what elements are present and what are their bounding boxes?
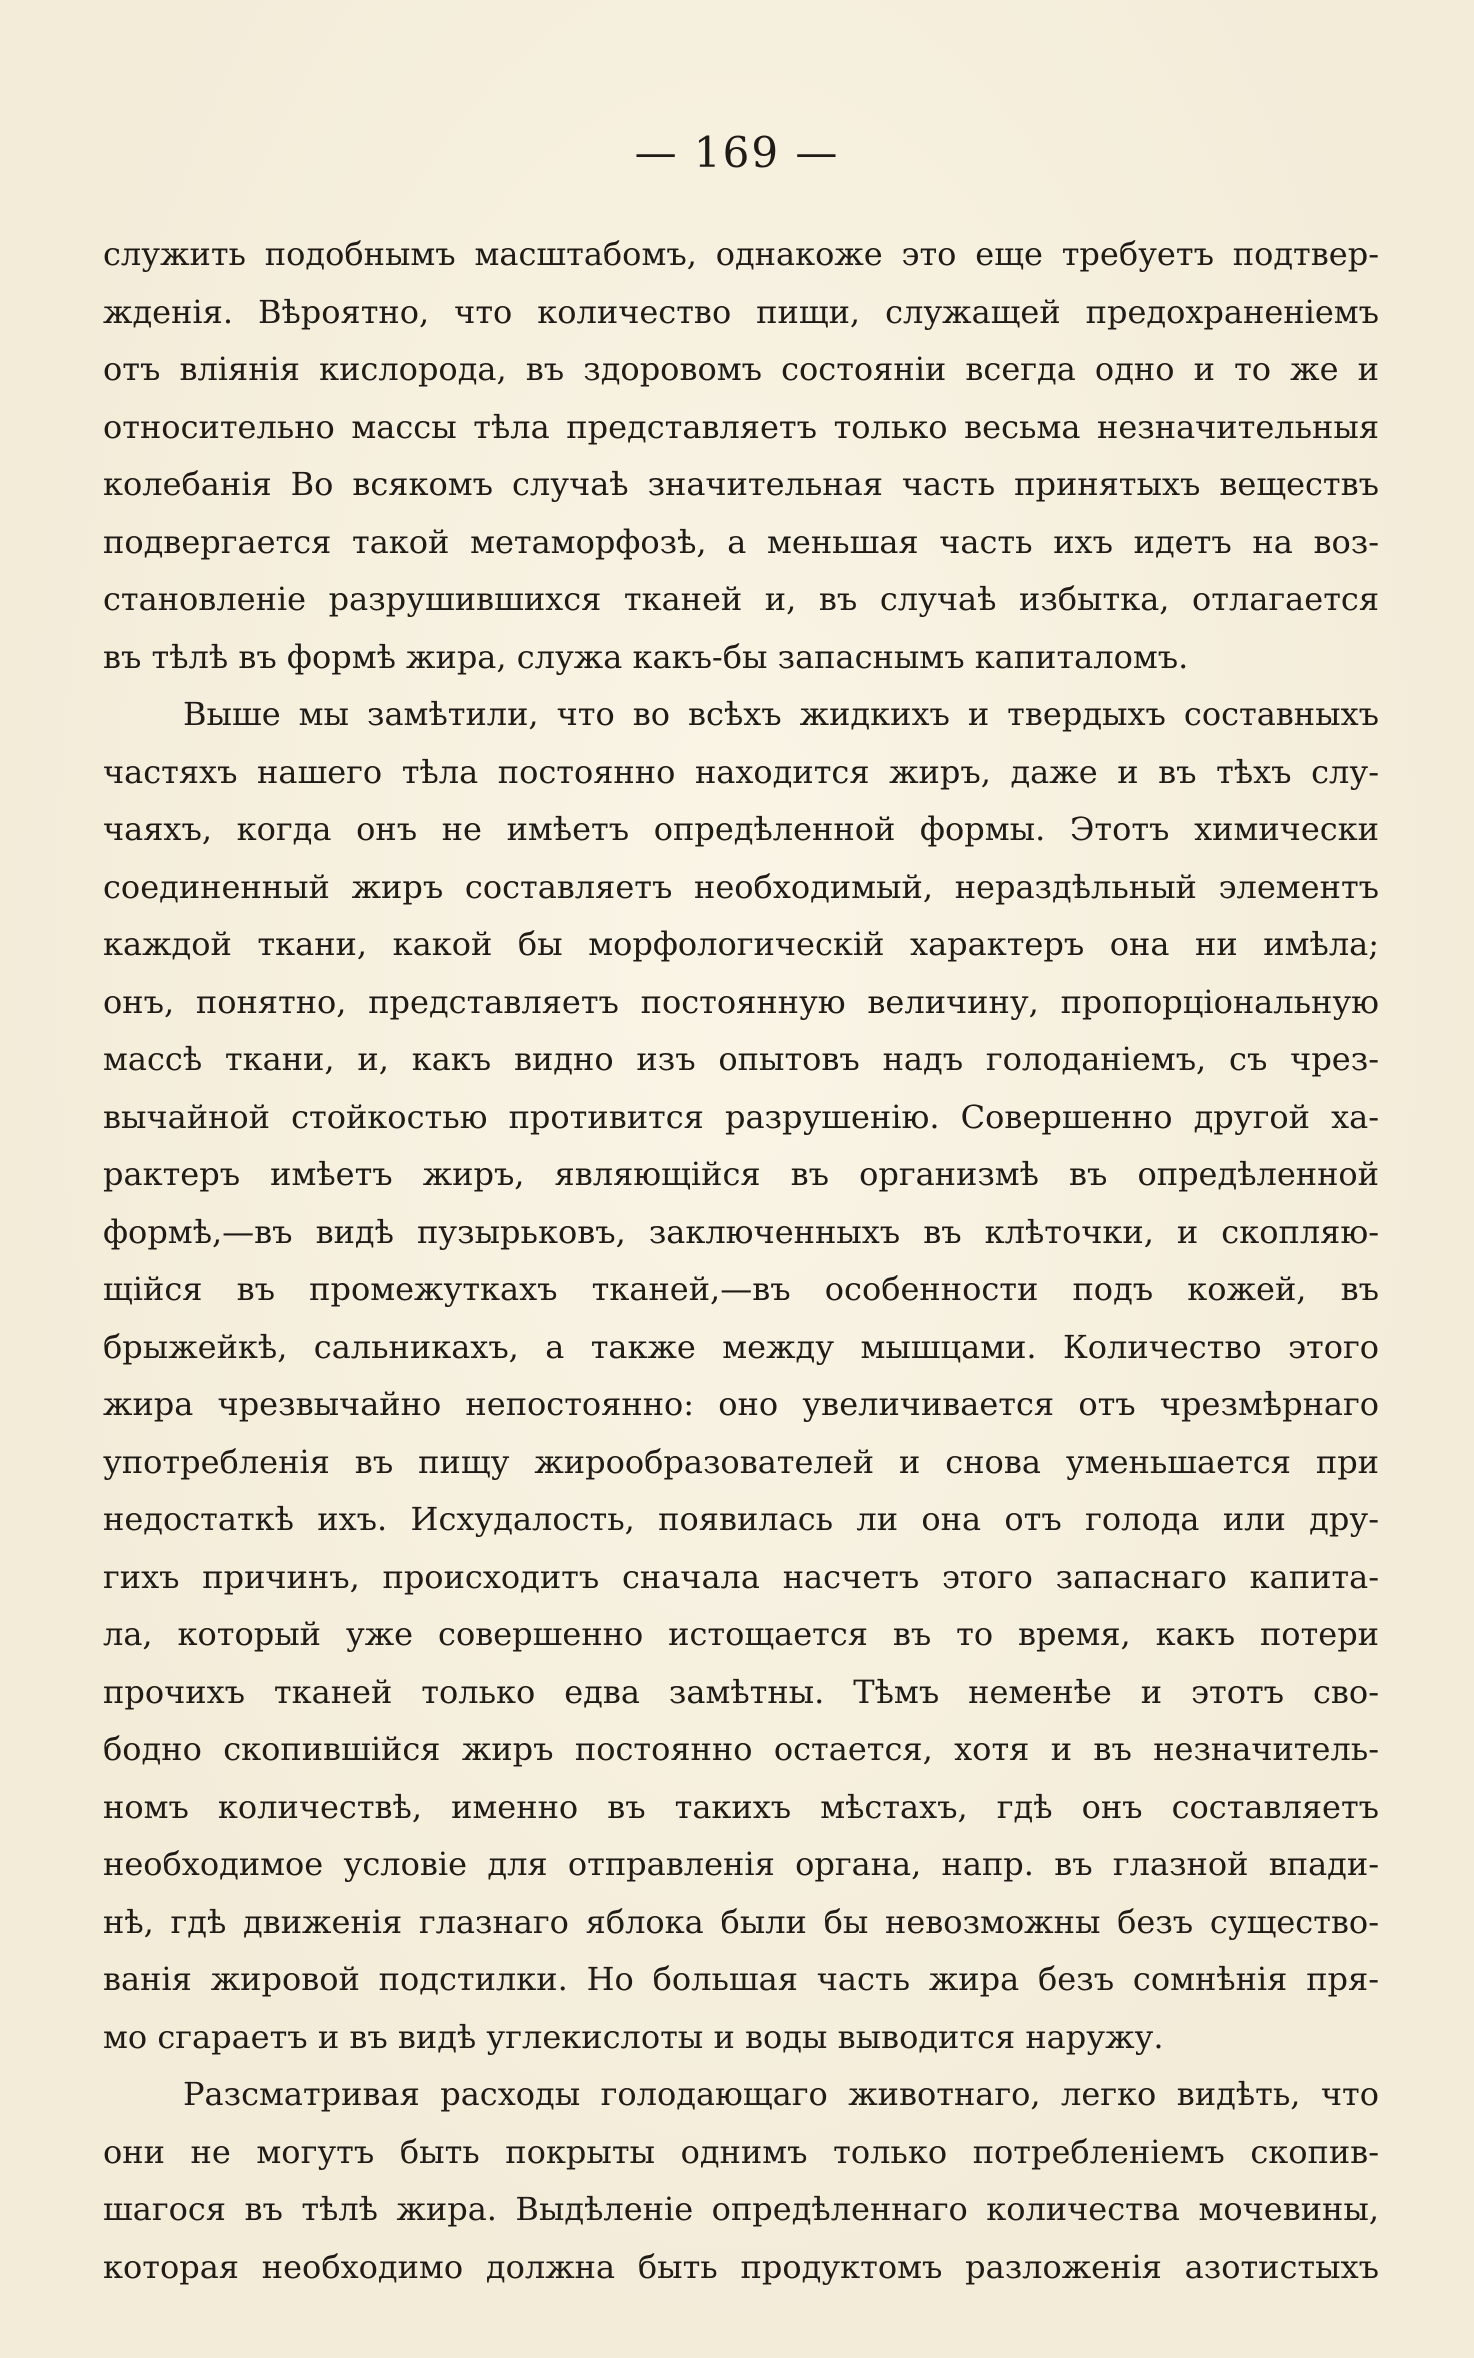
text-line: употребленія въ пищу жирообразователей и снова уменьшается при bbox=[103, 1442, 1379, 1481]
text-line: они не могутъ быть покрыты однимъ только потребленіемъ скопив- bbox=[103, 2132, 1379, 2171]
text-line: шагося въ тѣлѣ жира. Выдѣленіе опредѣленнаго количества мочевины, bbox=[103, 2190, 1379, 2228]
text-line: бодно скопившійся жиръ постоянно остается, хотя и въ незначитель- bbox=[103, 1730, 1379, 1768]
text-line: номъ количествѣ, именно въ такихъ мѣстахъ, гдѣ онъ составляетъ bbox=[103, 1787, 1379, 1826]
text-line: ванія жировой подстилки. Но большая часть жира безъ сомнѣнія пря- bbox=[103, 1960, 1379, 1998]
text-line: жденія. Вѣроятно, что количество пищи, служащей предохраненіемъ bbox=[103, 292, 1379, 331]
text-line: отъ вліянія кислорода, въ здоровомъ состояніи всегда одно и то же и bbox=[103, 350, 1379, 388]
text-line: становленіе разрушившихся тканей и, въ случаѣ избытка, отлагается bbox=[103, 580, 1379, 618]
text-line: массѣ ткани, и, какъ видно изъ опытовъ надъ голоданіемъ, съ чрез- bbox=[103, 1040, 1379, 1078]
text-line: вычайной стойкостью противится разрушенію. Совершенно другой ха- bbox=[103, 1097, 1379, 1136]
text-line: въ тѣлѣ въ формѣ жира, служа какъ-бы запаснымъ капиталомъ. bbox=[103, 637, 1189, 676]
text-line: гихъ причинъ, происходитъ сначала насчетъ этого запаснаго капита- bbox=[103, 1557, 1379, 1596]
page-number: — 169 — bbox=[634, 128, 840, 177]
text-line: соединенный жиръ составляетъ необходимый, нераздѣльный элементъ bbox=[103, 867, 1379, 906]
text-line: онъ, понятно, представляетъ постоянную величину, пропорціональную bbox=[103, 982, 1379, 1021]
text-line: мо сгараетъ и въ видѣ углекислоты и воды выводится наружу. bbox=[103, 2017, 1164, 2056]
text-line: служить подобнымъ масштабомъ, однакоже это еще требуетъ подтвер- bbox=[103, 235, 1379, 273]
text-line: необходимое условіе для отправленія органа, напр. въ глазной впади- bbox=[103, 1845, 1379, 1883]
text-line: Разсматривая расходы голодающаго животнаго, легко видѣть, что bbox=[183, 2075, 1379, 2113]
text-line: каждой ткани, какой бы морфологическій характеръ она ни имѣла; bbox=[103, 925, 1379, 963]
text-line: рактеръ имѣетъ жиръ, являющійся въ организмѣ въ опредѣленной bbox=[103, 1155, 1379, 1193]
text-line: жира чрезвычайно непостоянно: оно увеличивается отъ чрезмѣрнаго bbox=[103, 1385, 1379, 1423]
text-line: частяхъ нашего тѣла постоянно находится жиръ, даже и въ тѣхъ слу- bbox=[103, 752, 1379, 791]
text-line: чаяхъ, когда онъ не имѣетъ опредѣленной формы. Этотъ химически bbox=[103, 810, 1379, 848]
paragraph-3 bbox=[103, 2066, 1379, 2296]
body-text bbox=[103, 226, 1379, 2296]
text-line: прочихъ тканей только едва замѣтны. Тѣмъ неменѣе и этотъ сво- bbox=[103, 1672, 1379, 1711]
text-line: подвергается такой метаморфозѣ, а меньшая часть ихъ идетъ на воз- bbox=[103, 522, 1379, 561]
text-line: недостаткѣ ихъ. Исхудалость, появилась ли она отъ голода или дру- bbox=[103, 1500, 1379, 1538]
text-line: ла, который уже совершенно истощается въ то время, какъ потери bbox=[103, 1615, 1379, 1653]
text-line: формѣ,—въ видѣ пузырьковъ, заключенныхъ въ клѣточки, и скопляю- bbox=[103, 1212, 1379, 1251]
text-line: Выше мы замѣтили, что во всѣхъ жидкихъ и твердыхъ составныхъ bbox=[183, 695, 1379, 733]
text-line: щійся въ промежуткахъ тканей,—въ особенности подъ кожей, въ bbox=[103, 1270, 1379, 1308]
paragraph-2 bbox=[103, 686, 1379, 2066]
text-line: брыжейкѣ, сальникахъ, а также между мышцами. Количество этого bbox=[103, 1327, 1379, 1366]
paragraph-1 bbox=[103, 226, 1379, 686]
text-line: относительно массы тѣла представляетъ только весьма незначительныя bbox=[103, 407, 1379, 446]
text-line: которая необходимо должна быть продуктомъ разложенія азотистыхъ bbox=[103, 2247, 1379, 2286]
text-line: колебанія Во всякомъ случаѣ значительная часть принятыхъ веществъ bbox=[103, 465, 1379, 503]
text-line: нѣ, гдѣ движенія глазнаго яблока были бы невозможны безъ существо- bbox=[103, 1902, 1379, 1941]
